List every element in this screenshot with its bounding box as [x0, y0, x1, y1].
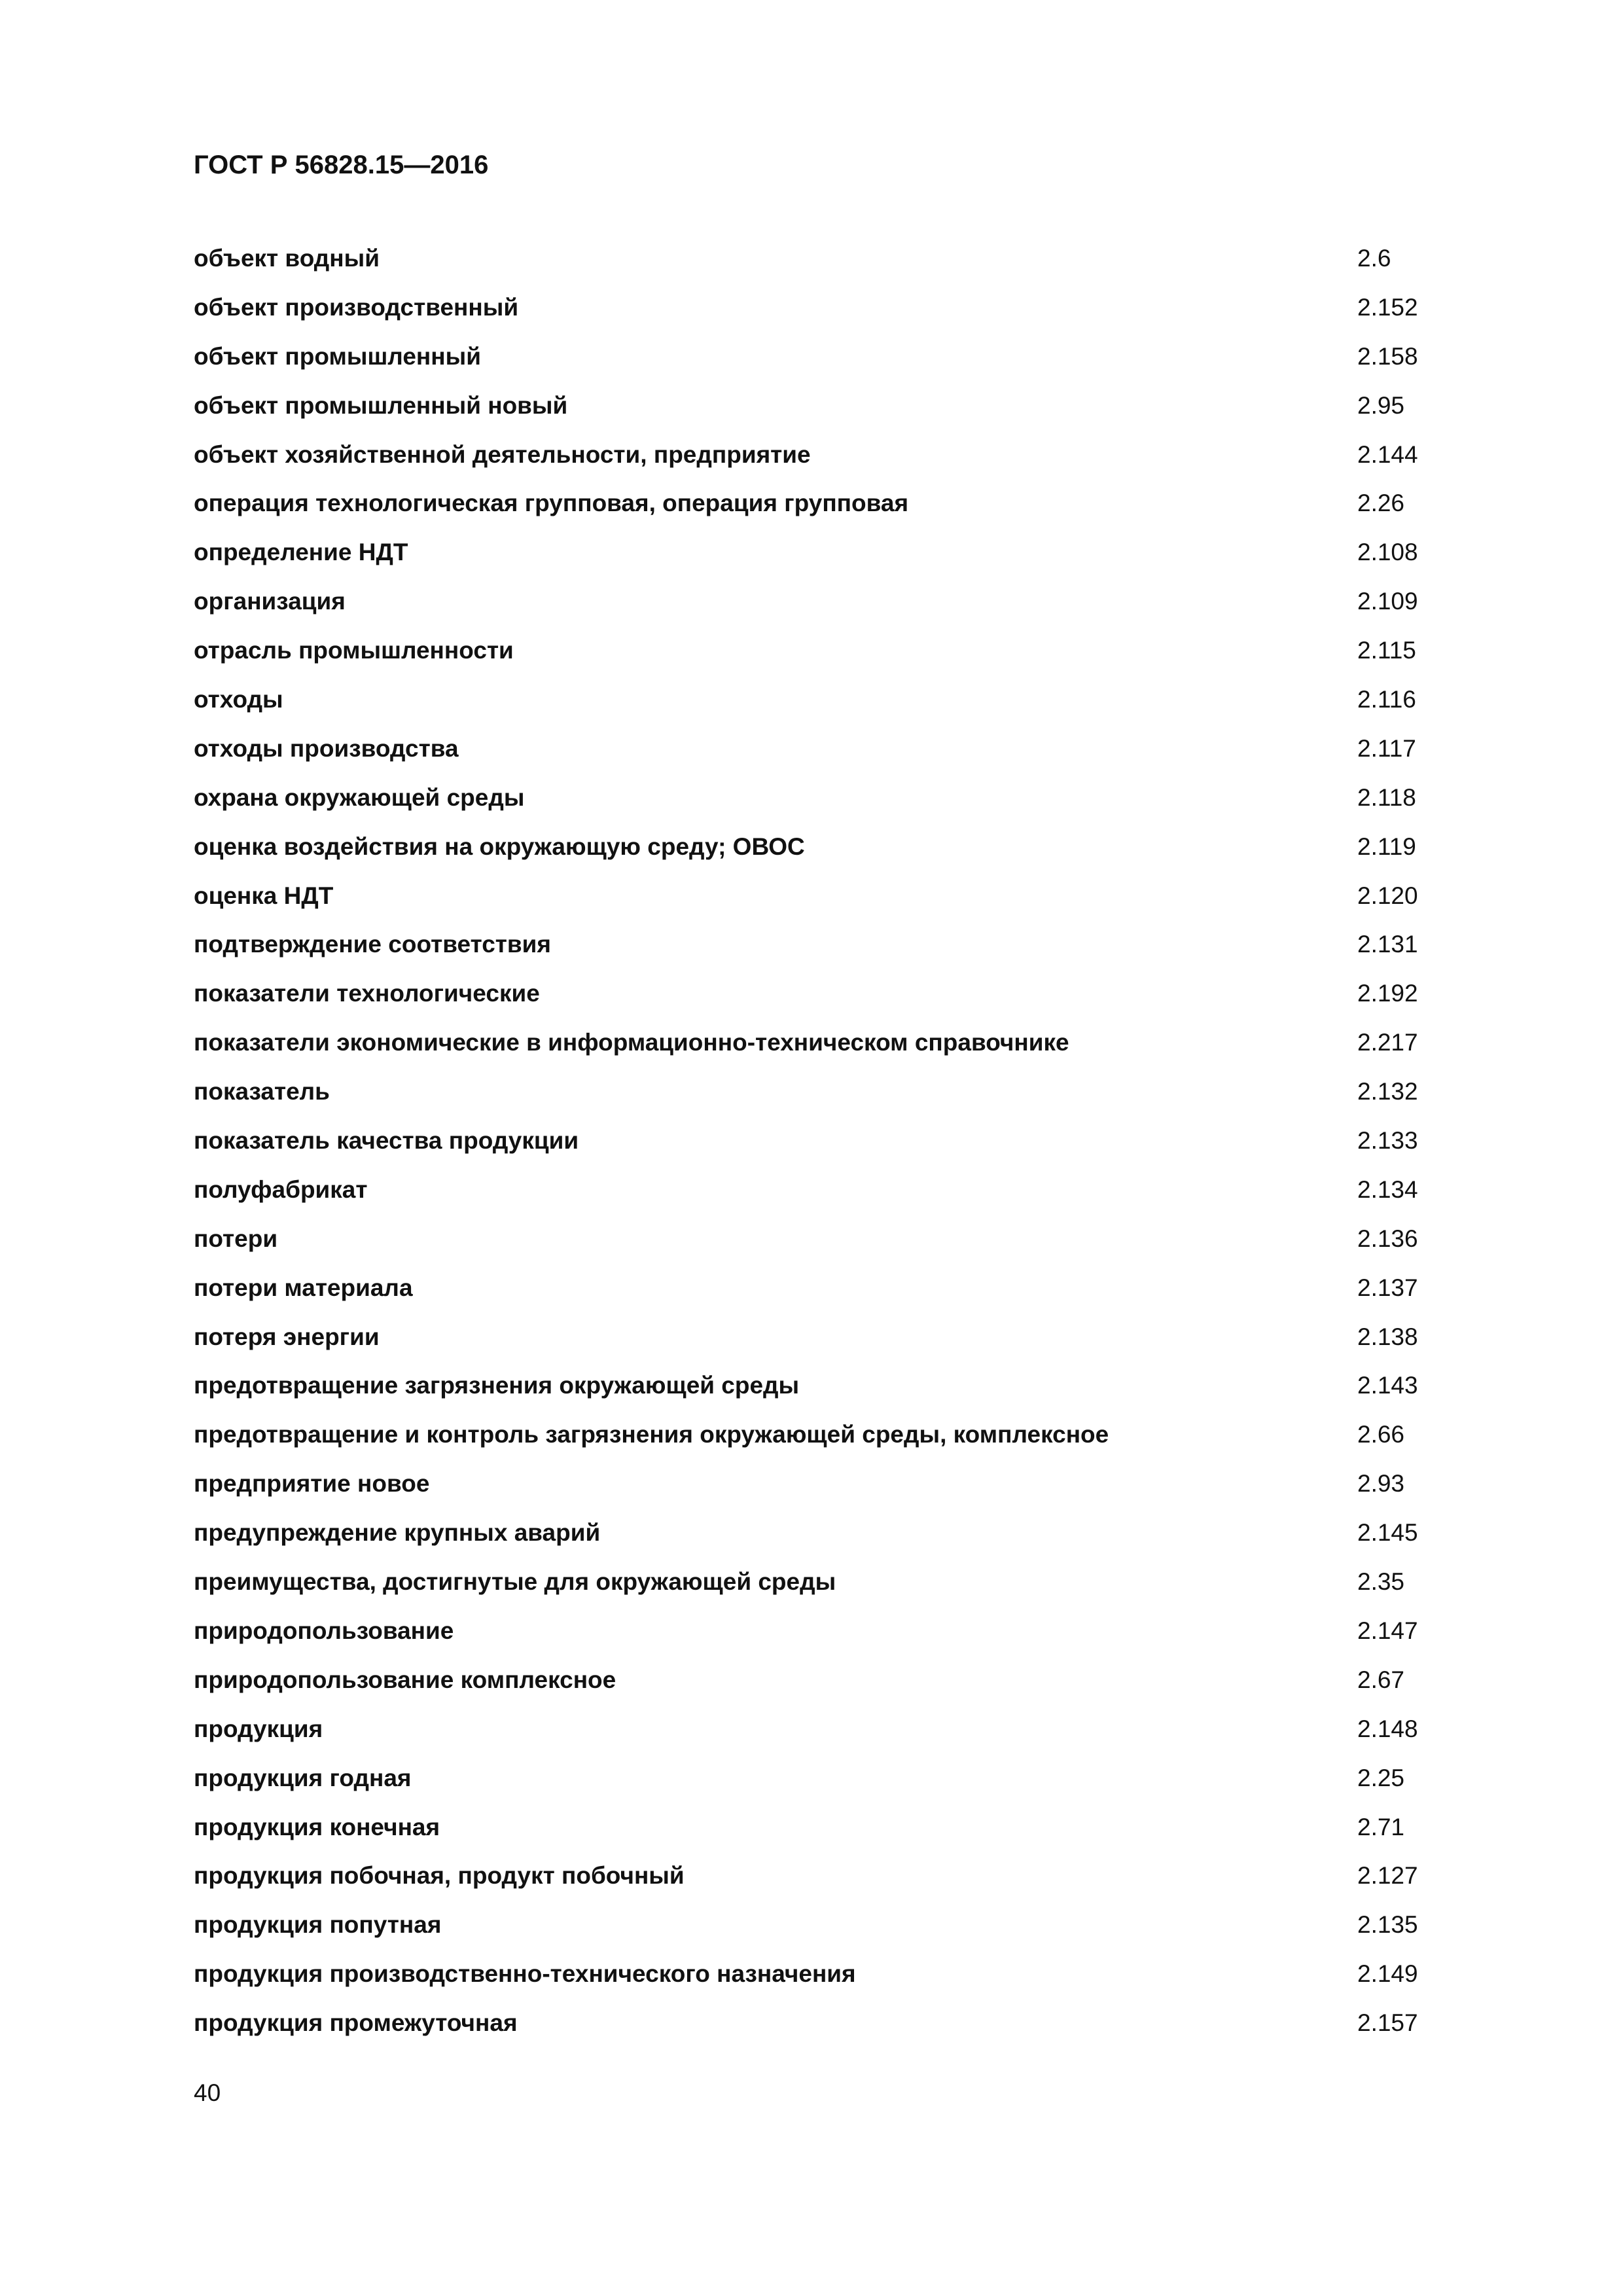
term-index-list: [194, 234, 1437, 2048]
index-term: объект производственный: [194, 293, 519, 321]
index-reference: 2.119: [1357, 833, 1416, 860]
index-reference: 2.26: [1357, 490, 1405, 517]
index-reference: 2.138: [1357, 1323, 1418, 1350]
index-reference: 2.133: [1357, 1127, 1418, 1155]
index-reference: 2.157: [1357, 2009, 1418, 2037]
index-reference: 2.145: [1357, 1519, 1418, 1547]
index-entry: [194, 577, 1437, 626]
index-term: предотвращение загрязнения окружающей среды: [194, 1372, 800, 1399]
index-term: продукция промежуточная: [194, 2009, 518, 2037]
index-entry: [194, 1803, 1437, 1852]
page-number: 40: [194, 2079, 221, 2106]
index-entry: [194, 1509, 1437, 1558]
index-term: предприятие новое: [194, 1470, 430, 1498]
index-term: охрана окружающей среды: [194, 783, 525, 811]
index-reference: 2.135: [1357, 1911, 1418, 1939]
index-reference: 2.134: [1357, 1175, 1418, 1203]
index-term: отрасль промышленности: [194, 637, 514, 664]
index-reference: 2.148: [1357, 1715, 1418, 1742]
document-header: ГОСТ Р 56828.15—2016: [194, 151, 489, 179]
index-entry: [194, 1901, 1437, 1950]
index-entry: [194, 1558, 1437, 1607]
index-entry: [194, 725, 1437, 774]
index-term: продукция попутная: [194, 1911, 442, 1939]
index-reference: 2.217: [1357, 1029, 1418, 1056]
index-reference: 2.127: [1357, 1862, 1418, 1890]
index-entry: [194, 1999, 1437, 2048]
index-entry: [194, 1215, 1437, 1264]
index-term: потери: [194, 1225, 278, 1252]
index-term: организация: [194, 588, 346, 615]
index-entry: [194, 626, 1437, 675]
index-term: определение НДТ: [194, 539, 408, 566]
index-term: оценка воздействия на окружающую среду; ОВОС: [194, 833, 805, 860]
index-reference: 2.6: [1357, 245, 1391, 272]
index-entry: [194, 1361, 1437, 1410]
index-term: полуфабрикат: [194, 1175, 368, 1203]
index-term: оценка НДТ: [194, 882, 334, 909]
index-entry: [194, 1754, 1437, 1803]
index-reference: 2.131: [1357, 931, 1418, 958]
index-entry: [194, 528, 1437, 577]
index-term: показатели экономические в информационно-техническом справочнике: [194, 1029, 1069, 1056]
index-entry: [194, 1410, 1437, 1460]
index-entry: [194, 283, 1437, 332]
index-term: объект промышленный: [194, 342, 481, 370]
index-entry: [194, 1852, 1437, 1901]
index-term: показатели технологические: [194, 980, 540, 1007]
index-entry: [194, 1313, 1437, 1362]
index-entry: [194, 1264, 1437, 1313]
index-term: показатель качества продукции: [194, 1127, 579, 1155]
index-entry: [194, 1705, 1437, 1754]
index-reference: 2.149: [1357, 1960, 1418, 1988]
index-term: операция технологическая групповая, операция групповая: [194, 490, 909, 517]
index-term: предупреждение крупных аварий: [194, 1519, 601, 1547]
index-reference: 2.109: [1357, 588, 1418, 615]
index-entry: [194, 774, 1437, 823]
index-term: продукция годная: [194, 1764, 412, 1791]
index-entry: [194, 1656, 1437, 1705]
index-term: показатель: [194, 1078, 330, 1105]
index-term: потери материала: [194, 1274, 413, 1301]
index-reference: 2.137: [1357, 1274, 1418, 1301]
index-reference: 2.136: [1357, 1225, 1418, 1252]
index-entry: [194, 969, 1437, 1018]
index-term: объект промышленный новый: [194, 391, 568, 419]
index-entry: [194, 431, 1437, 480]
index-reference: 2.67: [1357, 1666, 1405, 1693]
index-reference: 2.152: [1357, 293, 1418, 321]
index-entry: [194, 823, 1437, 872]
index-reference: 2.158: [1357, 342, 1418, 370]
index-reference: 2.115: [1357, 637, 1416, 664]
index-term: объект водный: [194, 245, 380, 272]
index-reference: 2.93: [1357, 1470, 1405, 1498]
index-entry: [194, 1117, 1437, 1166]
index-reference: 2.144: [1357, 440, 1418, 468]
index-entry: [194, 872, 1437, 921]
index-reference: 2.132: [1357, 1078, 1418, 1105]
index-term: отходы: [194, 686, 283, 713]
index-term: отходы производства: [194, 734, 459, 762]
index-entry: [194, 234, 1437, 283]
index-reference: 2.35: [1357, 1568, 1405, 1596]
index-term: природопользование: [194, 1617, 454, 1644]
index-entry: [194, 1166, 1437, 1215]
index-reference: 2.118: [1357, 783, 1416, 811]
index-entry: [194, 675, 1437, 725]
index-reference: 2.120: [1357, 882, 1418, 909]
index-reference: 2.66: [1357, 1421, 1405, 1448]
index-reference: 2.71: [1357, 1813, 1405, 1840]
index-reference: 2.143: [1357, 1372, 1418, 1399]
index-reference: 2.147: [1357, 1617, 1418, 1644]
index-entry: [194, 382, 1437, 431]
index-term: объект хозяйственной деятельности, предприятие: [194, 440, 811, 468]
index-reference: 2.116: [1357, 686, 1416, 713]
index-term: преимущества, достигнутые для окружающей среды: [194, 1568, 836, 1596]
index-entry: [194, 332, 1437, 382]
index-term: продукция побочная, продукт побочный: [194, 1862, 685, 1890]
index-term: продукция конечная: [194, 1813, 440, 1840]
index-term: потеря энергии: [194, 1323, 380, 1350]
index-term: природопользование комплексное: [194, 1666, 616, 1693]
index-reference: 2.95: [1357, 391, 1405, 419]
index-reference: 2.25: [1357, 1764, 1405, 1791]
index-term: подтверждение соответствия: [194, 931, 552, 958]
index-entry: [194, 1067, 1437, 1117]
index-entry: [194, 920, 1437, 969]
index-term: продукция производственно-технического назначения: [194, 1960, 856, 1988]
index-term: предотвращение и контроль загрязнения окружающей среды, комплексное: [194, 1421, 1109, 1448]
index-entry: [194, 1607, 1437, 1656]
index-entry: [194, 479, 1437, 528]
index-entry: [194, 1950, 1437, 1999]
index-reference: 2.192: [1357, 980, 1418, 1007]
index-entry: [194, 1460, 1437, 1509]
index-term: продукция: [194, 1715, 323, 1742]
index-reference: 2.117: [1357, 734, 1416, 762]
index-reference: 2.108: [1357, 539, 1418, 566]
index-entry: [194, 1018, 1437, 1067]
